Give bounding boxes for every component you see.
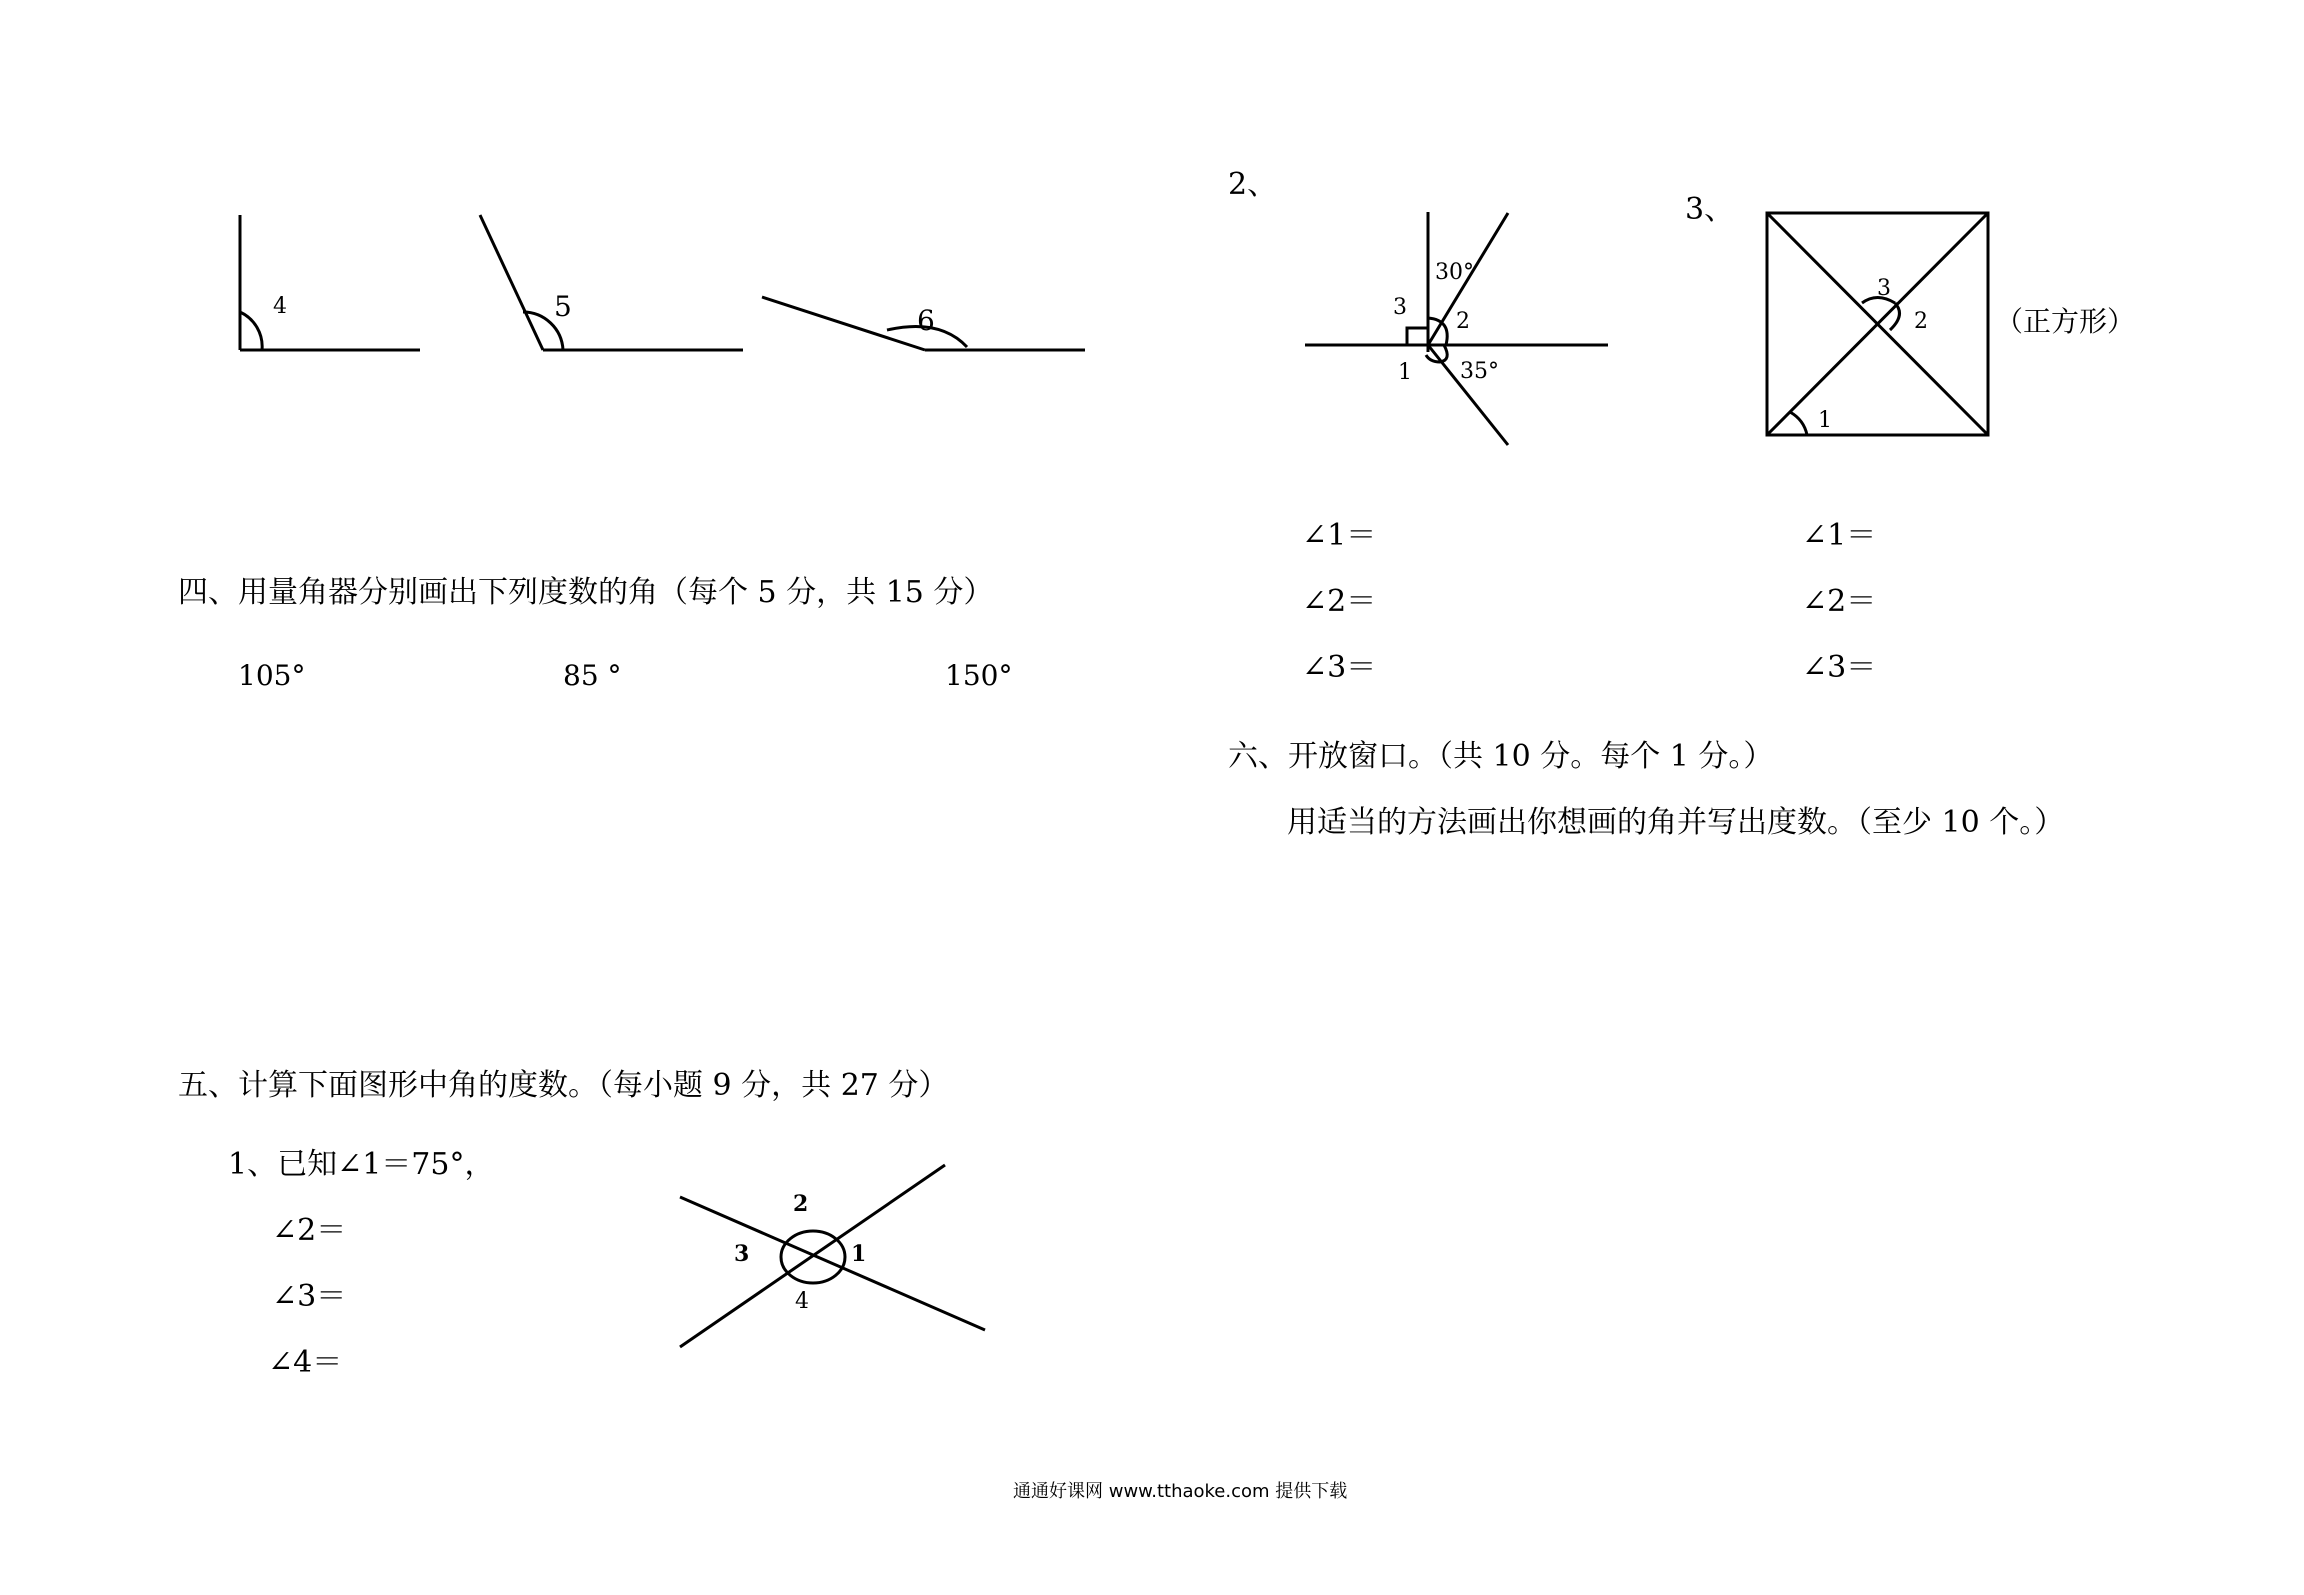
angle-5-figure bbox=[480, 215, 743, 350]
angle-6-label: 6 bbox=[917, 304, 935, 337]
q2-answer-3: ∠3＝ bbox=[1302, 650, 1377, 685]
q1-given: 1、已知∠1＝75°， bbox=[228, 1147, 495, 1182]
q3-label-1: 1 bbox=[1818, 408, 1832, 433]
angle-5-label: 5 bbox=[554, 290, 572, 323]
q2-label-3: 3 bbox=[1393, 295, 1407, 320]
q2-label-30: 30° bbox=[1435, 260, 1474, 285]
q3-answer-2: ∠2＝ bbox=[1802, 584, 1877, 619]
q3-answer-1: ∠1＝ bbox=[1802, 518, 1877, 553]
q1-answer-3: ∠3＝ bbox=[272, 1279, 347, 1314]
q1-label-4: 4 bbox=[795, 1289, 809, 1314]
section4-value-1: 105° bbox=[238, 659, 306, 692]
q1-figure bbox=[680, 1165, 985, 1347]
section4-heading: 四、用量角器分别画出下列度数的角（每个 5 分，共 15 分） bbox=[178, 575, 994, 610]
q3-figure bbox=[1767, 213, 1988, 435]
q1-label-2: 2 bbox=[793, 1191, 809, 1217]
q3-label-3: 3 bbox=[1877, 276, 1891, 301]
q2-label-1: 1 bbox=[1398, 360, 1412, 385]
q3-number: 3、 bbox=[1685, 192, 1735, 227]
section4-value-3: 150° bbox=[945, 659, 1013, 692]
section5-heading: 五、计算下面图形中角的度数。（每小题 9 分，共 27 分） bbox=[178, 1068, 949, 1103]
q1-answer-2: ∠2＝ bbox=[272, 1213, 347, 1248]
q2-answer-1: ∠1＝ bbox=[1302, 518, 1377, 553]
q2-answer-2: ∠2＝ bbox=[1302, 584, 1377, 619]
q3-square-note: （正方形） bbox=[1995, 305, 2136, 338]
q2-label-2: 2 bbox=[1456, 309, 1470, 334]
section6-instruction: 用适当的方法画出你想画的角并写出度数。（至少 10 个。） bbox=[1287, 805, 2065, 840]
q1-label-3: 3 bbox=[734, 1241, 750, 1267]
angle-4-label: 4 bbox=[273, 294, 287, 319]
page-footer: 通通好课网 www.tthaoke.com 提供下载 bbox=[1013, 1481, 1348, 1502]
section6-heading: 六、开放窗口。（共 10 分。每个 1 分。） bbox=[1228, 739, 1774, 774]
q2-label-35: 35° bbox=[1460, 359, 1499, 384]
q2-number: 2、 bbox=[1228, 167, 1278, 202]
q3-answer-3: ∠3＝ bbox=[1802, 650, 1877, 685]
q1-label-1: 1 bbox=[851, 1241, 867, 1267]
q1-answer-4: ∠4＝ bbox=[268, 1345, 343, 1380]
angle-4-figure bbox=[240, 215, 420, 350]
section4-value-2: 85 ° bbox=[563, 659, 622, 692]
q3-label-2: 2 bbox=[1914, 309, 1928, 334]
